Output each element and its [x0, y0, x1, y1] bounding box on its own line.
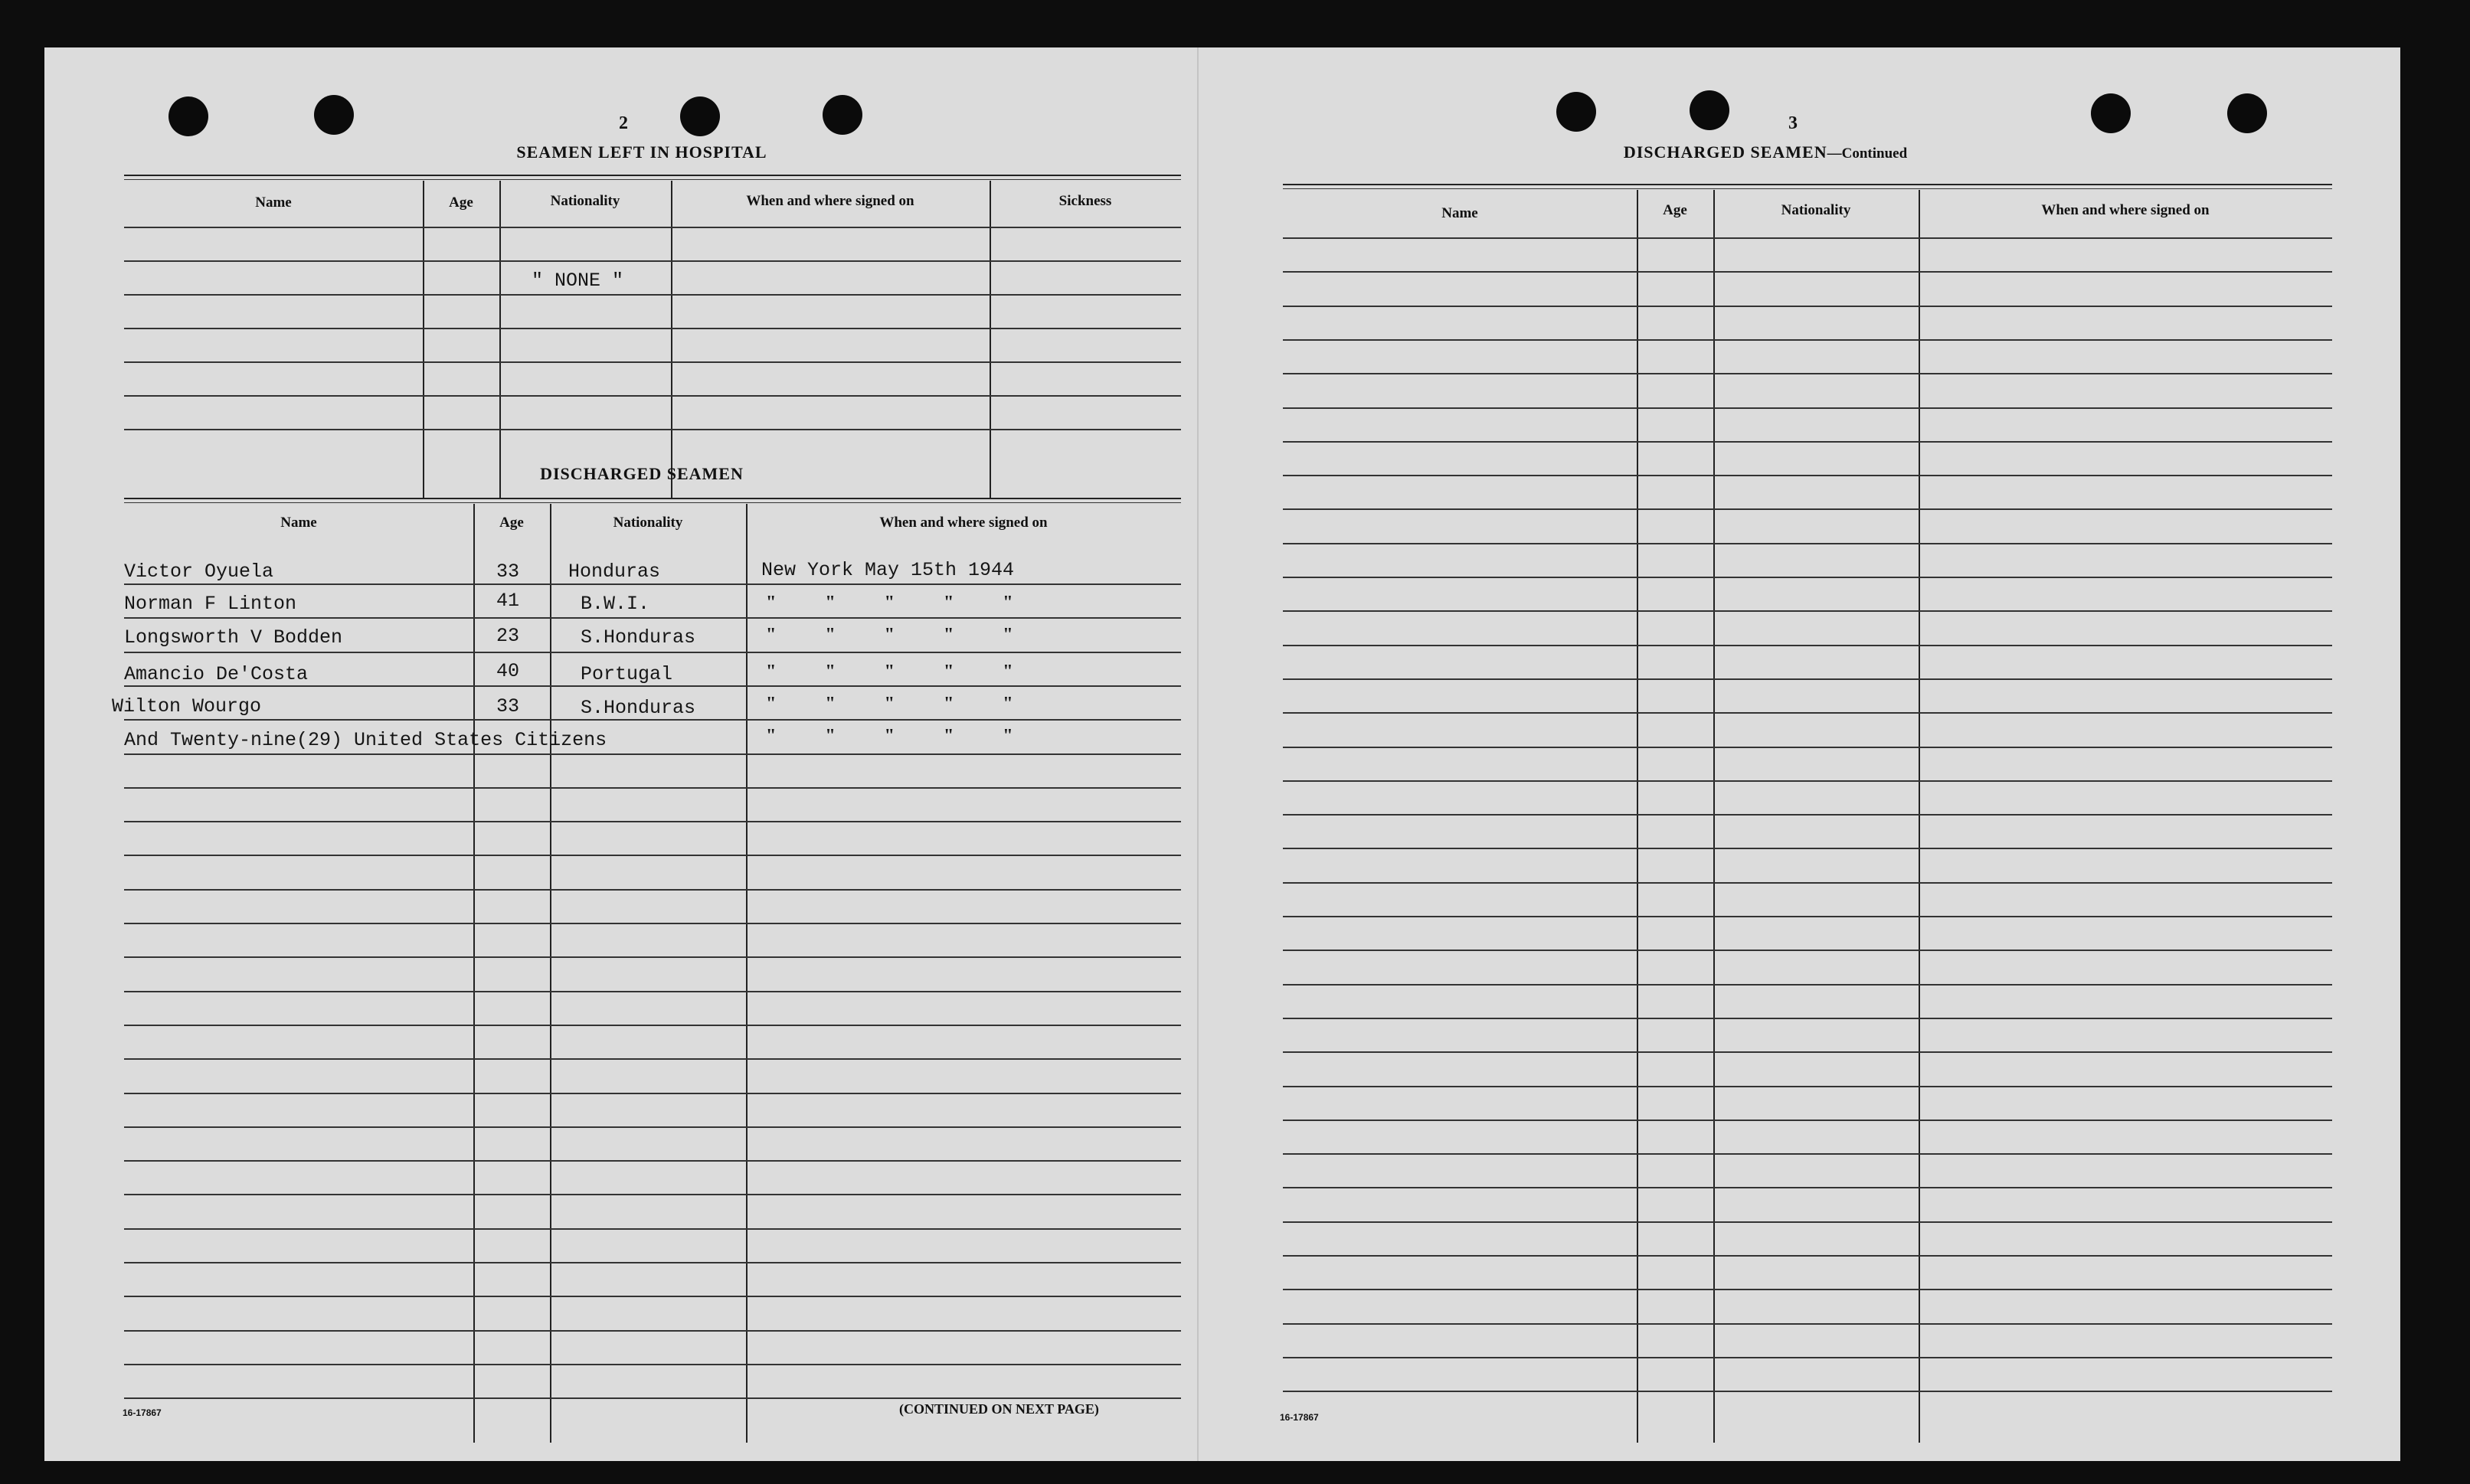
- seaman-nationality: S.Honduras: [581, 697, 696, 719]
- title-continued: —Continued: [1827, 145, 1908, 162]
- seaman-signed-on: " " " " ": [766, 593, 1019, 613]
- column-header-nationality: Nationality: [550, 193, 620, 209]
- column-header-nationality: Nationality: [1781, 202, 1851, 218]
- seaman-signed-on: " " " " ": [766, 625, 1019, 645]
- column-header-sickness: Sickness: [1058, 193, 1112, 209]
- ruled-line: [1283, 1289, 2332, 1290]
- ruled-line: [1283, 508, 2332, 510]
- ruled-line: [1283, 1323, 2332, 1325]
- ruled-line: [1283, 237, 2332, 239]
- ruled-line: [124, 685, 1181, 687]
- column-header-signed-on: When and where signed on: [746, 193, 914, 209]
- form-number: 16-17867: [1280, 1412, 1319, 1423]
- ruled-line: [124, 1330, 1181, 1332]
- seaman-name: Longsworth V Bodden: [124, 626, 343, 649]
- ledger-sheet: [44, 47, 2400, 1461]
- column-header-age: Age: [449, 194, 473, 211]
- ruled-line: [1283, 610, 2332, 612]
- column-header-name: Name: [255, 194, 292, 211]
- seaman-signed-on: New York May 15th 1944: [761, 559, 1015, 581]
- ruled-line: [124, 719, 1181, 721]
- ruled-line: [1283, 882, 2332, 884]
- summary-signed-on: " " " " ": [766, 726, 1019, 746]
- ruled-line: [1283, 645, 2332, 646]
- ruled-line: [124, 753, 1181, 755]
- ruled-line: [1283, 814, 2332, 816]
- seaman-name: Wilton Wourgo: [112, 695, 262, 717]
- seaman-nationality: Portugal: [581, 663, 673, 685]
- summary-row: And Twenty-nine(29) United States Citizens: [124, 729, 607, 751]
- ruled-line: [1283, 339, 2332, 341]
- ruled-line: [1283, 543, 2332, 544]
- discharged-ruled-lines: [124, 47, 1181, 1461]
- ruled-line: [124, 787, 1181, 789]
- right-ruled-lines: [1283, 47, 2332, 1461]
- seaman-age: 40: [496, 660, 520, 682]
- ruled-line: [1283, 271, 2332, 273]
- ruled-line: [124, 1093, 1181, 1094]
- ruled-line: [1283, 950, 2332, 951]
- seaman-name: Norman F Linton: [124, 593, 297, 615]
- ruled-line: [124, 617, 1181, 619]
- ruled-line: [1283, 1018, 2332, 1019]
- seaman-nationality: S.Honduras: [581, 626, 696, 649]
- seaman-signed-on: " " " " ": [766, 694, 1019, 714]
- seaman-age: 33: [496, 695, 520, 717]
- ruled-line: [124, 821, 1181, 822]
- ruled-line: [1283, 712, 2332, 714]
- ruled-line: [124, 923, 1181, 924]
- seaman-name: Victor Oyuela: [124, 561, 274, 583]
- ruled-line: [1283, 1221, 2332, 1223]
- ruled-line: [1283, 1051, 2332, 1053]
- ruled-line: [1283, 441, 2332, 443]
- ruled-line: [124, 1364, 1181, 1365]
- ruled-line: [124, 889, 1181, 891]
- ruled-line: [1283, 577, 2332, 578]
- column-header-name: Name: [1441, 205, 1478, 221]
- page-number: 3: [1788, 113, 1798, 133]
- ruled-line: [124, 1160, 1181, 1162]
- column-header-signed-on: When and where signed on: [2041, 202, 2210, 218]
- seaman-name: Amancio De'Costa: [124, 663, 309, 685]
- ruled-line: [124, 1228, 1181, 1230]
- column-header-signed-on: When and where signed on: [879, 515, 1048, 531]
- left-page: [44, 47, 1197, 1461]
- ruled-line: [1283, 780, 2332, 782]
- ruled-line: [1283, 407, 2332, 409]
- ruled-line: [124, 1194, 1181, 1195]
- ruled-line: [124, 1296, 1181, 1297]
- ruled-line: [124, 956, 1181, 958]
- column-header-name: Name: [280, 515, 317, 531]
- ruled-line: [124, 652, 1181, 653]
- seaman-age: 33: [496, 561, 520, 583]
- column-header-nationality: Nationality: [613, 515, 683, 531]
- ruled-line: [124, 991, 1181, 992]
- ruled-line: [1283, 678, 2332, 680]
- hospital-none-entry: " NONE ": [532, 270, 624, 292]
- ruled-line: [1283, 1086, 2332, 1087]
- ruled-line: [124, 1126, 1181, 1128]
- discharged-section-title: DISCHARGED SEAMEN: [540, 464, 744, 483]
- ruled-line: [1283, 475, 2332, 476]
- ruled-line: [1283, 1120, 2332, 1121]
- ruled-line: [124, 1262, 1181, 1263]
- column-header-age: Age: [499, 515, 524, 531]
- seaman-age: 23: [496, 625, 520, 647]
- title-main: DISCHARGED SEAMEN: [1623, 142, 1827, 162]
- ruled-line: [1283, 848, 2332, 849]
- form-number: 16-17867: [123, 1407, 162, 1418]
- seaman-signed-on: " " " " ": [766, 662, 1019, 682]
- seaman-nationality: Honduras: [568, 561, 661, 583]
- seaman-nationality: B.W.I.: [581, 593, 650, 615]
- ruled-line: [1283, 373, 2332, 374]
- ruled-line: [124, 1025, 1181, 1026]
- ruled-line: [1283, 1187, 2332, 1188]
- page-number: 2: [619, 113, 628, 133]
- ruled-line: [1283, 916, 2332, 917]
- ruled-line: [1283, 984, 2332, 986]
- ruled-line: [1283, 1391, 2332, 1392]
- ruled-line: [1283, 1153, 2332, 1155]
- ruled-line: [124, 1058, 1181, 1060]
- right-page: [1199, 47, 2400, 1461]
- ruled-line: [1283, 306, 2332, 307]
- ruled-line: [124, 855, 1181, 856]
- seaman-age: 41: [496, 590, 520, 612]
- ruled-line: [1283, 747, 2332, 748]
- ruled-line: [124, 1397, 1181, 1399]
- hospital-section-title: SEAMEN LEFT IN HOSPITAL: [516, 142, 767, 162]
- ruled-line: [1283, 1255, 2332, 1257]
- ruled-line: [1283, 1357, 2332, 1358]
- continued-note: (CONTINUED ON NEXT PAGE): [899, 1401, 1099, 1417]
- ruled-line: [124, 583, 1181, 585]
- column-header-age: Age: [1663, 202, 1687, 218]
